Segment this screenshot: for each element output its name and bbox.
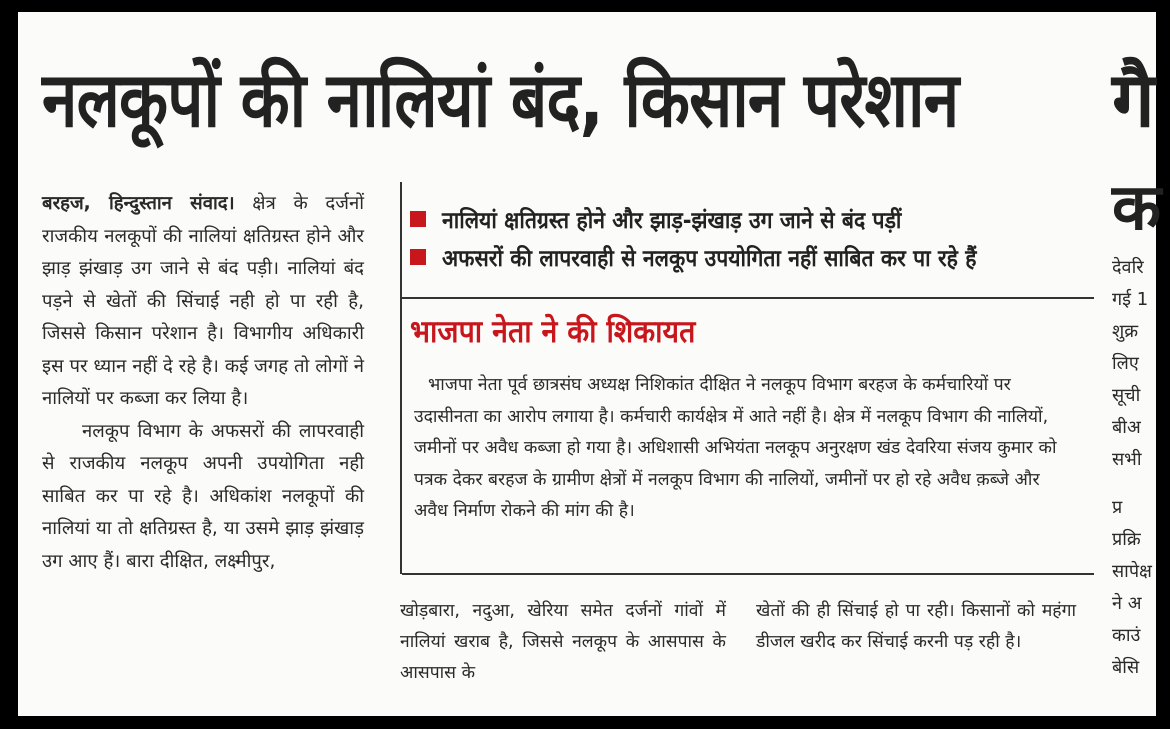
column-divider (400, 182, 402, 574)
highlight-text: नालियां क्षतिग्रस्त होने और झाड़-झंखाड़ उग जाने से बंद पड़ीं (442, 208, 902, 234)
bullet-square-icon (410, 249, 426, 265)
left-column (42, 188, 364, 578)
highlight-item (410, 238, 1090, 276)
boxed-story (414, 370, 1074, 528)
divider-rule (402, 297, 1094, 299)
adjacent-line: सभी (1112, 449, 1142, 470)
adjacent-line: बीअ (1112, 417, 1141, 438)
bullet-square-icon (410, 211, 426, 227)
adjacent-line: शुक्र (1112, 321, 1139, 342)
dateline: बरहज, हिन्दुस्तान संवाद। (42, 193, 235, 214)
adjacent-line: काउं (1112, 625, 1141, 646)
adjacent-line: ने अ (1112, 593, 1142, 614)
highlights (410, 200, 1090, 276)
adjacent-headline-fragment: गै (1112, 55, 1155, 144)
adjacent-subhead-fragment: क (1112, 171, 1162, 245)
headline: नलकूपों की नालियां बंद, किसान परेशान (42, 55, 959, 144)
second-paragraph: नलकूप विभाग के अफसरों की लापरवाही से राजकीय नलकूप अपनी उपयोगिता नही साबित कर पा रहे है। अधिकांश नलकूपों की नालियां या तो क्षतिग्रस्त है, या उसमे झाड़ झंखाड़ उग आए हैं। बारा दीक्षित, लक्ष्मीपुर, (42, 420, 364, 572)
box-subhead: भाजपा नेता ने की शिकायत (410, 314, 696, 350)
adjacent-line: गई 1 (1112, 289, 1149, 310)
bottom-column-b (756, 596, 1076, 658)
adjacent-line: बेसि (1112, 657, 1140, 678)
adjacent-line: देवरि (1112, 257, 1144, 278)
intro-text: क्षेत्र के दर्जनों राजकीय नलकूपों की नालियां क्षतिग्रस्त होने और झाड़ झंखाड़ उग जाने से बंद पड़ी। नालियां बंद पड़ने से खेतों की सिंचाई नही हो पा रही है, जिससे किसान परेशान है। विभागीय अधिकारी इस पर ध्यान नहीं दे रहे है। कई जगह तो लोगों ने नालियों पर कब्जा कर लिया है। (42, 193, 365, 409)
adjacent-line: सापेक्ष (1112, 561, 1152, 582)
divider-rule (402, 573, 1094, 575)
boxed-story-text: भाजपा नेता पूर्व छात्रसंघ अध्यक्ष निशिकांत दीक्षित ने नलकूप विभाग बरहज के कर्मचारियों पर उदासीनता का आरोप लगाया है। कर्मचारी कार्यक्षेत्र में आते नहीं है। क्षेत्र में नलकूप विभाग की नालियों, जमीनों पर अवैध कब्जा हो गया है। अधिशासी अभियंता नलकूप अनुरक्षण खंड देवरिया संजय कुमार को पत्रक देकर बरहज के ग्रामीण क्षेत्रों में नलकूप विभाग की नालियों, जमीनों पर हो रहे अवैध क़ब्जे और अवैध निर्माण रोकने की मांग की है। (414, 375, 1057, 521)
bottom-column-a-text: खोड़बारा, नदुआ, खेरिया समेत दर्जनों गांवों में नालियां खराब है, जिससे नलकूप के आसपास के आसपास के (400, 601, 726, 683)
adjacent-line: प्रक्रि (1112, 529, 1141, 550)
adjacent-article (1106, 12, 1162, 716)
adjacent-line: लिए (1112, 353, 1139, 374)
bottom-column-b-text: खेतों की ही सिंचाई हो पा रही। किसानों को महंगा डीजल खरीद कर सिंचाई करनी पड़ रही है। (756, 601, 1076, 652)
top-cropped-text (18, 12, 1156, 22)
bottom-column-a (400, 596, 726, 689)
highlight-item (410, 200, 1090, 238)
intro-paragraph (42, 188, 364, 416)
adjacent-line: सूची (1112, 385, 1141, 406)
adjacent-line: प्र (1112, 497, 1123, 518)
highlight-text: अफसरों की लापरवाही से नलकूप उपयोगिता नहीं साबित कर पा रहे हैं (442, 246, 977, 272)
newspaper-clipping (18, 12, 1162, 716)
